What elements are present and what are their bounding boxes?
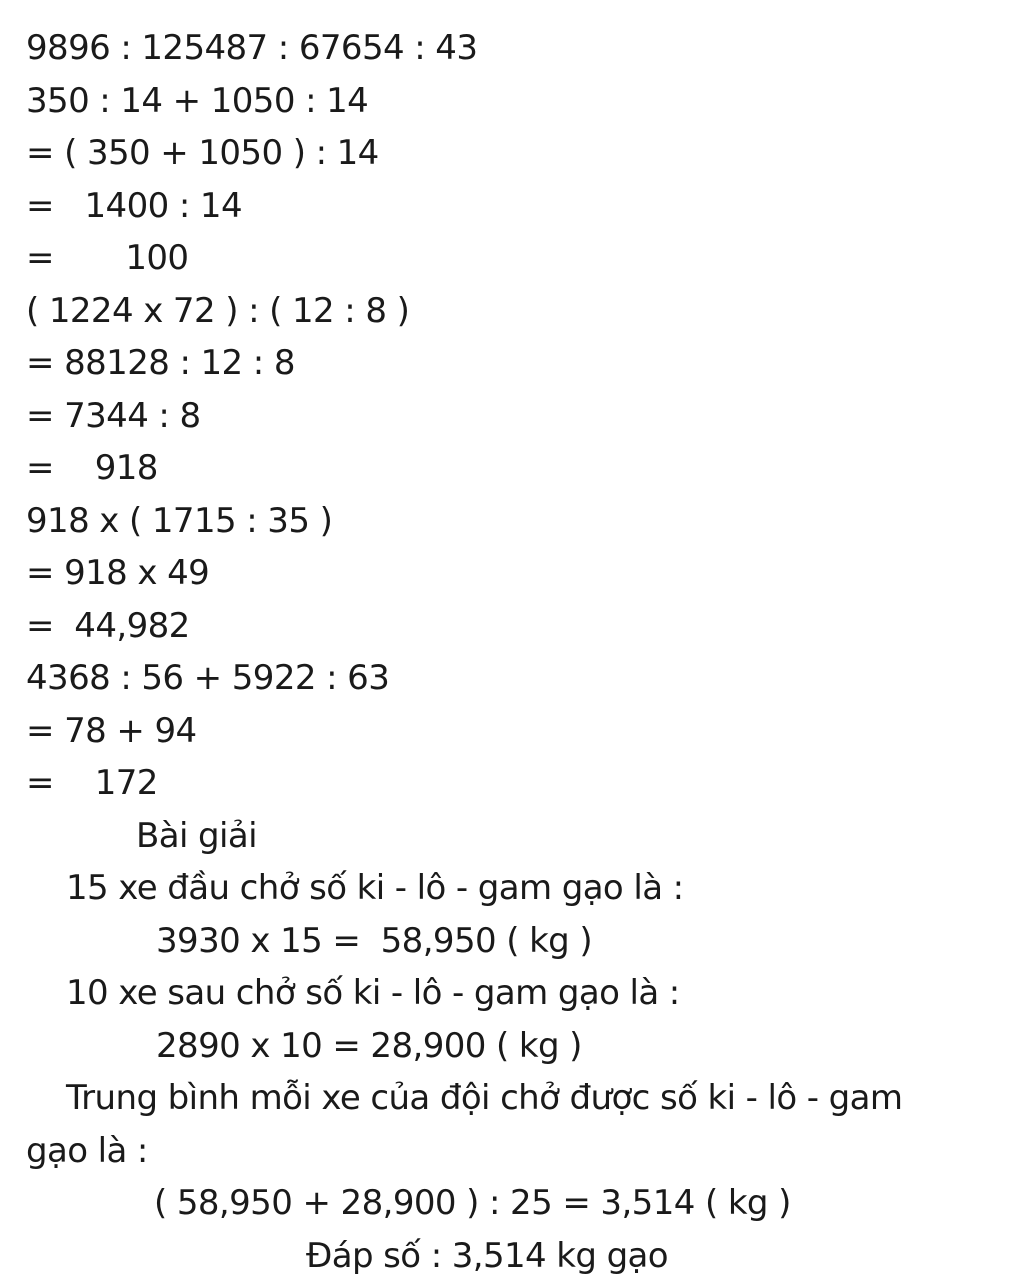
line-7: = 88128 : 12 : 8 [26, 343, 295, 383]
line-2: 350 : 14 + 1050 : 14 [26, 81, 369, 121]
line-13: 4368 : 56 + 5922 : 63 [26, 658, 390, 698]
line-3: = ( 350 + 1050 ) : 14 [26, 133, 379, 173]
line-4: = 1400 : 14 [26, 186, 242, 226]
line-9: = 918 [26, 448, 158, 488]
line-15: = 172 [26, 763, 158, 803]
line-12: = 44,982 [26, 606, 190, 646]
line-18: 3930 x 15 = 58,950 ( kg ) [156, 921, 593, 961]
line-20: 2890 x 10 = 28,900 ( kg ) [156, 1026, 582, 1066]
final-answer: Đáp số : 3,514 kg gạo [306, 1236, 668, 1276]
line-21: Trung bình mỗi xe của đội chở được số ki - lô - gam [66, 1078, 903, 1118]
line-22: gạo là : [26, 1131, 148, 1171]
line-10: 918 x ( 1715 : 35 ) [26, 501, 333, 541]
line-8: = 7344 : 8 [26, 396, 201, 436]
line-1: 9896 : 125487 : 67654 : 43 [26, 28, 478, 68]
line-19: 10 xe sau chở số ki - lô - gam gạo là : [66, 973, 680, 1013]
line-6: ( 1224 x 72 ) : ( 12 : 8 ) [26, 291, 410, 331]
line-11: = 918 x 49 [26, 553, 210, 593]
line-14: = 78 + 94 [26, 711, 197, 751]
line-17: 15 xe đầu chở số ki - lô - gam gạo là : [66, 868, 684, 908]
line-5: = 100 [26, 238, 189, 278]
line-23: ( 58,950 + 28,900 ) : 25 = 3,514 ( kg ) [154, 1183, 791, 1223]
solution-heading: Bài giải [136, 816, 257, 856]
